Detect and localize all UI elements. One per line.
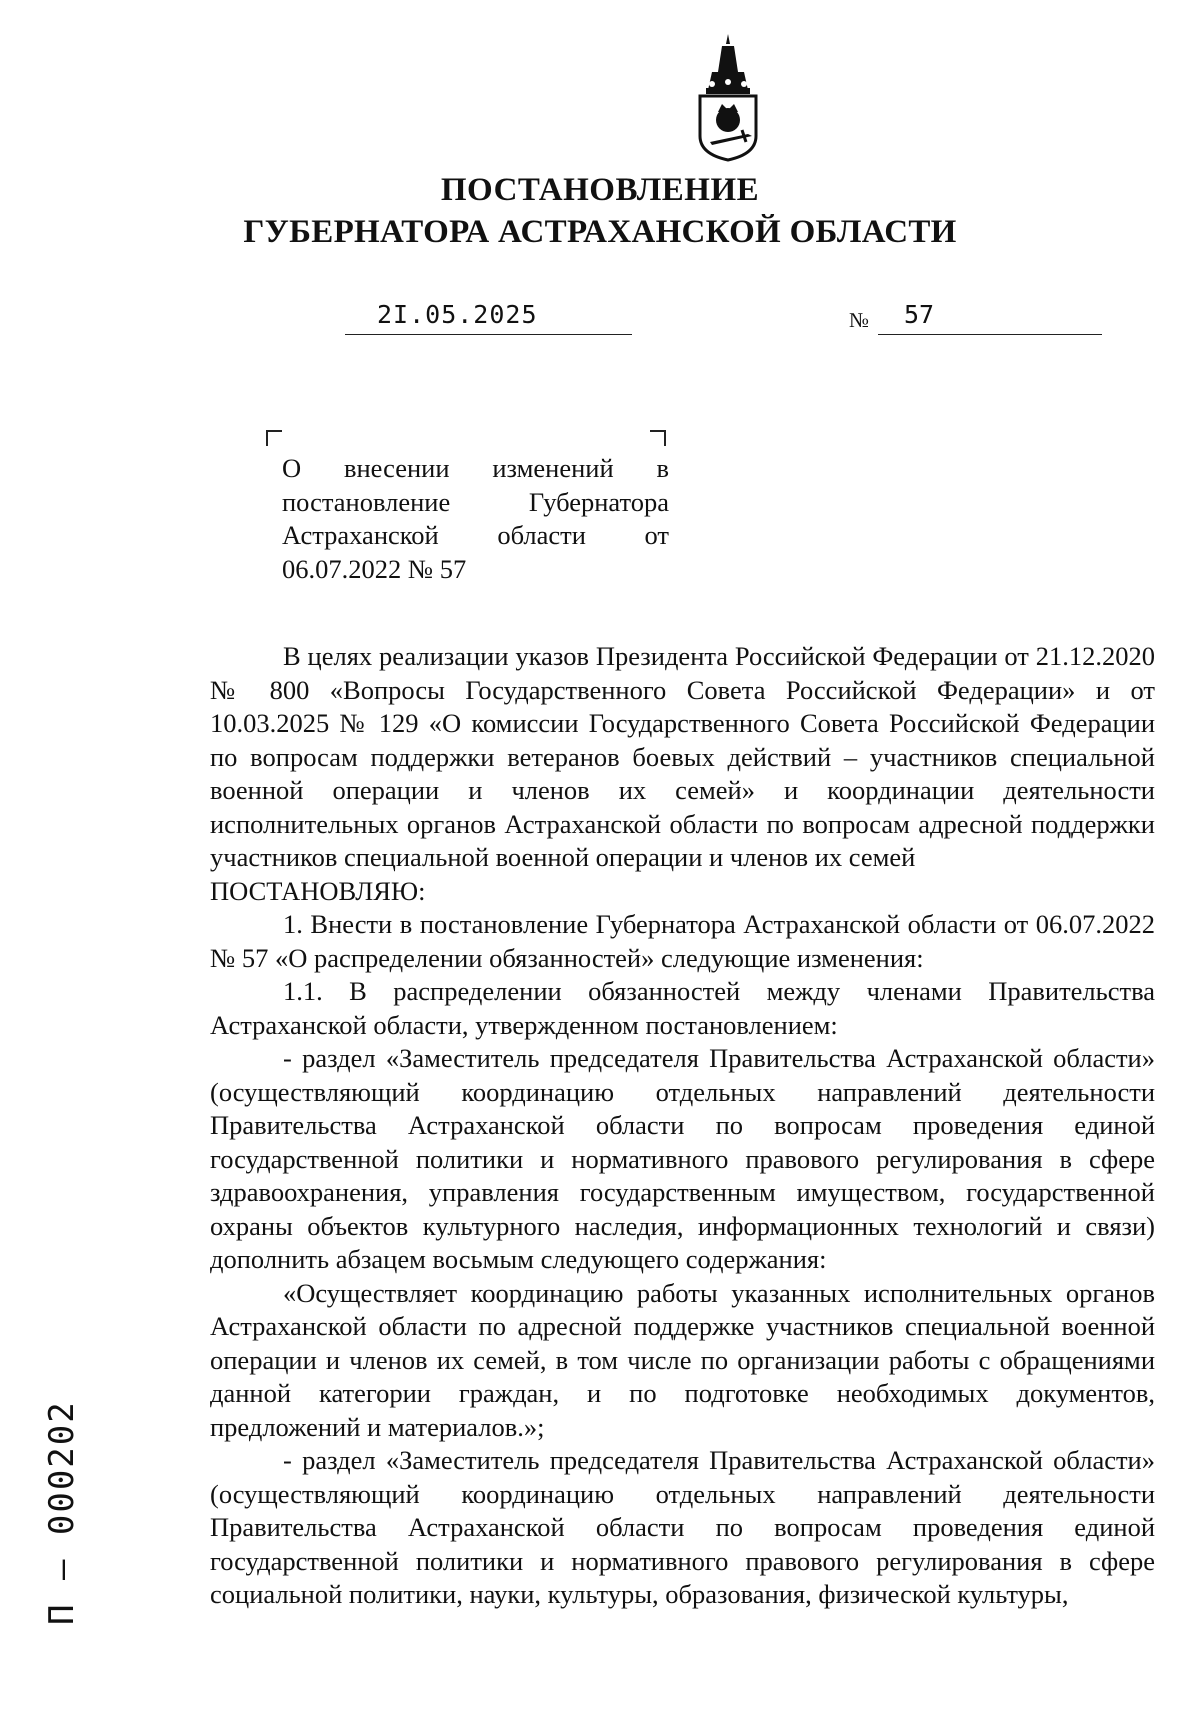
section-2-paragraph: - раздел «Заместитель председателя Правительства Астраханской области» (осуществляющий координацию отдельных направлений деятельности Правительства Астраханской области по вопросам проведения единой государственной политики и нормативного правового регулирования в сфере социальной политики, науки, культуры, образования, физической культуры, [210, 1445, 1155, 1609]
number-field [878, 300, 1102, 335]
document-date: 2I.05.2025 [377, 300, 538, 329]
document-title-line1: ПОСТАНОВЛЕНИЕ [440, 172, 760, 208]
side-registration-stamp [32, 1400, 92, 1640]
item-1-1-paragraph: 1.1. В распределении обязанностей между членами Правительства Астраханской области, утвержденном постановлением: [210, 976, 1155, 1040]
subject-corner-right [650, 430, 666, 446]
resolve-paragraph: ПОСТАНОВЛЯЮ: [210, 875, 426, 906]
document-title-line2: ГУБЕРНАТОРА АСТРАХАНСКОЙ ОБЛАСТИ [243, 214, 957, 250]
coat-of-arms-icon [682, 32, 774, 164]
subject-corner-left [266, 430, 282, 446]
document-subject: О внесении изменений в постановление Губернатора Астраханской области от 06.07.2022 № 57 [282, 453, 669, 584]
section-1-paragraph: - раздел «Заместитель председателя Правительства Астраханской области» (осуществляющий координацию отдельных направлений деятельности Правительства Астраханской области по вопросам проведения единой государственной политики и нормативного правового регулирования в сфере здравоохранения, управления государственным имуществом, государственной охраны объектов культурного наследия, информационных технологий и связи) дополнить абзацем восьмым следующего содержания: [210, 1043, 1155, 1274]
number-sign: № [849, 308, 870, 332]
date-field [345, 300, 632, 335]
document-number: 57 [904, 300, 935, 329]
preamble-paragraph: В целях реализации указов Президента Российской Федерации от 21.12.2020 № 800 «Вопросы Государственного Совета Российской Федерации» и от 10.03.2025 № 129 «О комиссии Государственного Совета Российской Федерации по вопросам поддержки ветеранов боевых действий – участников специальной военной операции и членов их семей» и координации деятельности исполнительных органов Астраханской области по вопросам адресной поддержки участников специальной военной операции и членов их семей [210, 641, 1155, 872]
quote-1-paragraph: «Осуществляет координацию работы указанных исполнительных органов Астраханской области по адресной поддержке участников специальной военной операции и членов их семей, в том числе по организации работы с обращениями данной категории граждан, и по подготовке необходимых документов, предложений и материалов.»; [210, 1277, 1155, 1442]
side-stamp-text: П – 000202 [42, 1400, 82, 1625]
document-body [210, 640, 1155, 1612]
item-1-paragraph: 1. Внести в постановление Губернатора Астраханской области от 06.07.2022 № 57 «О распределении обязанностей» следующие изменения: [210, 909, 1155, 973]
